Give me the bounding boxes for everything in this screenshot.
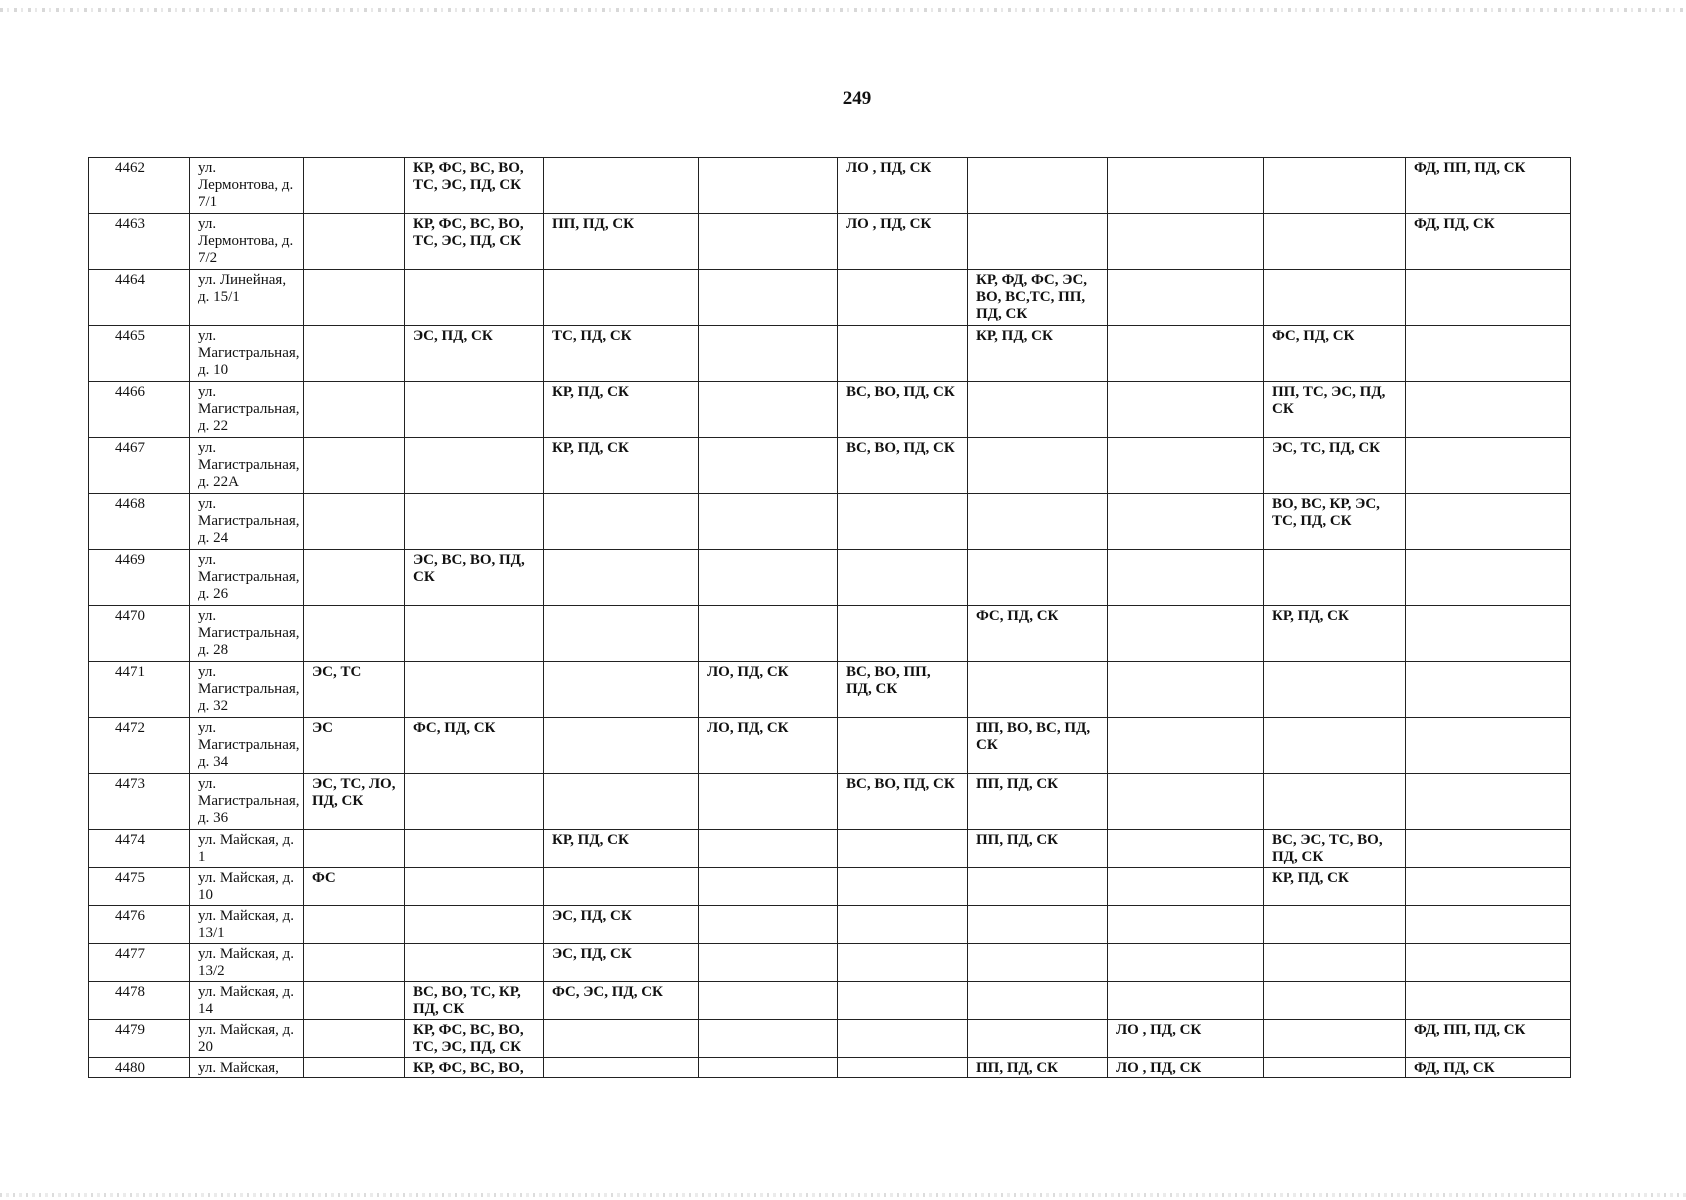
address-cell: ул. Магистральная, д. 28 xyxy=(190,606,304,662)
work-codes-cell xyxy=(304,494,405,550)
work-codes-cell: ЭС, ПД, СК xyxy=(544,906,699,944)
table-row xyxy=(89,494,1571,550)
row-number: 4471 xyxy=(89,662,190,718)
work-codes-cell xyxy=(968,662,1108,718)
work-codes-cell: КР, ФС, ВС, ВО, xyxy=(405,1058,544,1078)
work-codes-cell xyxy=(304,382,405,438)
work-codes-cell: ВС, ВО, ПП, ПД, СК xyxy=(838,662,968,718)
work-codes-cell xyxy=(1406,982,1571,1020)
register-table xyxy=(88,157,1571,1078)
work-codes-cell xyxy=(838,1020,968,1058)
work-codes-cell xyxy=(699,868,838,906)
page-number: 249 xyxy=(842,88,872,109)
work-codes-cell xyxy=(838,982,968,1020)
work-codes-cell: КР, ФС, ВС, ВО, ТС, ЭС, ПД, СК xyxy=(405,1020,544,1058)
work-codes-cell: ВС, ВО, ПД, СК xyxy=(838,774,968,830)
work-codes-cell: КР, ФС, ВС, ВО, ТС, ЭС, ПД, СК xyxy=(405,214,544,270)
work-codes-cell xyxy=(544,662,699,718)
work-codes-cell xyxy=(1264,944,1406,982)
work-codes-cell xyxy=(699,774,838,830)
table-row xyxy=(89,326,1571,382)
row-number: 4469 xyxy=(89,550,190,606)
work-codes-cell: ФС, ПД, СК xyxy=(405,718,544,774)
work-codes-cell xyxy=(699,326,838,382)
work-codes-cell: ЭС, ВС, ВО, ПД, СК xyxy=(405,550,544,606)
table-row xyxy=(89,1058,1571,1078)
work-codes-cell xyxy=(699,830,838,868)
row-number: 4462 xyxy=(89,158,190,214)
work-codes-cell xyxy=(405,382,544,438)
work-codes-cell xyxy=(405,830,544,868)
work-codes-cell: ЭС, ПД, СК xyxy=(405,326,544,382)
work-codes-cell xyxy=(1108,830,1264,868)
address-cell: ул. Майская, д. 20 xyxy=(190,1020,304,1058)
table-row xyxy=(89,830,1571,868)
work-codes-cell xyxy=(405,868,544,906)
work-codes-cell xyxy=(1264,550,1406,606)
work-codes-cell: ПП, ПД, СК xyxy=(968,1058,1108,1078)
address-cell: ул. Магистральная, д. 22А xyxy=(190,438,304,494)
address-cell: ул. Магистральная, д. 22 xyxy=(190,382,304,438)
table-row xyxy=(89,438,1571,494)
address-cell: ул. Линейная, д. 15/1 xyxy=(190,270,304,326)
work-codes-cell xyxy=(699,270,838,326)
work-codes-cell: КР, ПД, СК xyxy=(544,830,699,868)
table-row xyxy=(89,774,1571,830)
work-codes-cell xyxy=(699,438,838,494)
work-codes-cell xyxy=(838,944,968,982)
work-codes-cell: ЛО, ПД, СК xyxy=(699,662,838,718)
work-codes-cell: ЭС, ТС xyxy=(304,662,405,718)
work-codes-cell: ВС, ВО, ПД, СК xyxy=(838,382,968,438)
work-codes-cell xyxy=(699,1058,838,1078)
work-codes-cell xyxy=(1108,270,1264,326)
work-codes-cell xyxy=(838,906,968,944)
work-codes-cell xyxy=(699,494,838,550)
work-codes-cell: ФС, ПД, СК xyxy=(968,606,1108,662)
work-codes-cell xyxy=(304,326,405,382)
row-number: 4465 xyxy=(89,326,190,382)
work-codes-cell: ФД, ПП, ПД, СК xyxy=(1406,1020,1571,1058)
row-number: 4480 xyxy=(89,1058,190,1078)
table-row xyxy=(89,906,1571,944)
work-codes-cell xyxy=(405,944,544,982)
work-codes-cell: КР, ПД, СК xyxy=(968,326,1108,382)
work-codes-cell: ЭС xyxy=(304,718,405,774)
work-codes-cell: ВС, ВО, ПД, СК xyxy=(838,438,968,494)
address-cell: ул. Майская, д. 14 xyxy=(190,982,304,1020)
work-codes-cell: ПП, ПД, СК xyxy=(544,214,699,270)
work-codes-cell xyxy=(1406,662,1571,718)
work-codes-cell: ФД, ПД, СК xyxy=(1406,214,1571,270)
table-row xyxy=(89,214,1571,270)
work-codes-cell: ЛО , ПД, СК xyxy=(838,158,968,214)
row-number: 4467 xyxy=(89,438,190,494)
work-codes-cell xyxy=(1406,774,1571,830)
work-codes-cell xyxy=(1108,326,1264,382)
work-codes-cell xyxy=(1108,382,1264,438)
work-codes-cell xyxy=(405,662,544,718)
work-codes-cell xyxy=(304,606,405,662)
row-number: 4478 xyxy=(89,982,190,1020)
work-codes-cell xyxy=(1406,550,1571,606)
row-number: 4463 xyxy=(89,214,190,270)
work-codes-cell xyxy=(968,214,1108,270)
work-codes-cell xyxy=(304,158,405,214)
work-codes-cell xyxy=(1264,270,1406,326)
row-number: 4479 xyxy=(89,1020,190,1058)
address-cell: ул. Магистральная, д. 24 xyxy=(190,494,304,550)
work-codes-cell xyxy=(544,550,699,606)
work-codes-cell xyxy=(1406,438,1571,494)
work-codes-cell xyxy=(838,550,968,606)
work-codes-cell xyxy=(1406,830,1571,868)
row-number: 4470 xyxy=(89,606,190,662)
work-codes-cell: ПП, ПД, СК xyxy=(968,774,1108,830)
work-codes-cell xyxy=(544,1058,699,1078)
table-row xyxy=(89,662,1571,718)
work-codes-cell xyxy=(304,830,405,868)
work-codes-cell xyxy=(838,718,968,774)
work-codes-cell: ЛО , ПД, СК xyxy=(1108,1058,1264,1078)
scan-edge-bottom xyxy=(0,1193,1686,1197)
work-codes-cell xyxy=(1264,1058,1406,1078)
work-codes-cell xyxy=(838,868,968,906)
work-codes-cell xyxy=(1108,662,1264,718)
row-number: 4475 xyxy=(89,868,190,906)
work-codes-cell xyxy=(1264,718,1406,774)
table-row xyxy=(89,868,1571,906)
work-codes-cell xyxy=(1264,158,1406,214)
work-codes-cell: ВС, ЭС, ТС, ВО, ПД, СК xyxy=(1264,830,1406,868)
work-codes-cell xyxy=(1108,774,1264,830)
work-codes-cell: ЛО , ПД, СК xyxy=(1108,1020,1264,1058)
address-cell: ул. Магистральная, д. 32 xyxy=(190,662,304,718)
work-codes-cell xyxy=(699,1020,838,1058)
work-codes-cell xyxy=(699,982,838,1020)
work-codes-cell xyxy=(1108,606,1264,662)
work-codes-cell xyxy=(304,550,405,606)
work-codes-cell xyxy=(405,270,544,326)
row-number: 4468 xyxy=(89,494,190,550)
work-codes-cell: ВС, ВО, ТС, КР, ПД, СК xyxy=(405,982,544,1020)
work-codes-cell xyxy=(1264,1020,1406,1058)
work-codes-cell xyxy=(544,494,699,550)
table-row xyxy=(89,718,1571,774)
work-codes-cell xyxy=(699,382,838,438)
table-row xyxy=(89,382,1571,438)
address-cell: ул. Лермонтова, д. 7/1 xyxy=(190,158,304,214)
work-codes-cell xyxy=(1406,494,1571,550)
work-codes-cell xyxy=(544,868,699,906)
row-number: 4472 xyxy=(89,718,190,774)
work-codes-cell xyxy=(699,944,838,982)
work-codes-cell: ЭС, ПД, СК xyxy=(544,944,699,982)
address-cell: ул. Майская, д. 13/1 xyxy=(190,906,304,944)
work-codes-cell xyxy=(304,1058,405,1078)
table-row xyxy=(89,158,1571,214)
scan-edge-top xyxy=(0,8,1686,12)
work-codes-cell: ВО, ВС, КР, ЭС, ТС, ПД, СК xyxy=(1264,494,1406,550)
work-codes-cell: ФД, ПП, ПД, СК xyxy=(1406,158,1571,214)
work-codes-cell xyxy=(968,868,1108,906)
row-number: 4476 xyxy=(89,906,190,944)
work-codes-cell xyxy=(1108,438,1264,494)
address-cell: ул. Магистральная, д. 34 xyxy=(190,718,304,774)
work-codes-cell xyxy=(838,270,968,326)
address-cell: ул. Майская, д. 13/2 xyxy=(190,944,304,982)
work-codes-cell xyxy=(699,606,838,662)
address-cell: ул. Магистральная, д. 26 xyxy=(190,550,304,606)
work-codes-cell xyxy=(1108,868,1264,906)
row-number: 4464 xyxy=(89,270,190,326)
work-codes-cell xyxy=(838,606,968,662)
work-codes-cell xyxy=(405,606,544,662)
work-codes-cell xyxy=(968,944,1108,982)
work-codes-cell xyxy=(1108,906,1264,944)
work-codes-cell xyxy=(544,718,699,774)
work-codes-cell: КР, ПД, СК xyxy=(1264,868,1406,906)
work-codes-cell xyxy=(304,270,405,326)
address-cell: ул. Магистральная, д. 10 xyxy=(190,326,304,382)
work-codes-cell xyxy=(1264,982,1406,1020)
address-cell: ул. Майская, xyxy=(190,1058,304,1078)
work-codes-cell xyxy=(838,1058,968,1078)
row-number: 4474 xyxy=(89,830,190,868)
work-codes-cell: ЭС, ТС, ЛО, ПД, СК xyxy=(304,774,405,830)
table-row xyxy=(89,550,1571,606)
work-codes-cell xyxy=(699,906,838,944)
work-codes-cell xyxy=(838,326,968,382)
work-codes-cell xyxy=(1406,606,1571,662)
work-codes-cell xyxy=(1264,214,1406,270)
work-codes-cell xyxy=(304,214,405,270)
work-codes-cell: КР, ФС, ВС, ВО, ТС, ЭС, ПД, СК xyxy=(405,158,544,214)
work-codes-cell: КР, ПД, СК xyxy=(544,382,699,438)
work-codes-cell: ФС xyxy=(304,868,405,906)
work-codes-cell xyxy=(968,982,1108,1020)
work-codes-cell: ЛО , ПД, СК xyxy=(838,214,968,270)
work-codes-cell xyxy=(1406,906,1571,944)
table-row xyxy=(89,606,1571,662)
work-codes-cell xyxy=(838,494,968,550)
work-codes-cell: ПП, ТС, ЭС, ПД, СК xyxy=(1264,382,1406,438)
work-codes-cell xyxy=(1264,774,1406,830)
work-codes-cell xyxy=(1108,494,1264,550)
work-codes-cell: ФС, ЭС, ПД, СК xyxy=(544,982,699,1020)
table-row xyxy=(89,1020,1571,1058)
work-codes-cell xyxy=(968,382,1108,438)
work-codes-cell xyxy=(544,158,699,214)
work-codes-cell xyxy=(405,774,544,830)
work-codes-cell xyxy=(1108,158,1264,214)
work-codes-cell xyxy=(1264,906,1406,944)
work-codes-cell: КР, ФД, ФС, ЭС, ВО, ВС,ТС, ПП, ПД, СК xyxy=(968,270,1108,326)
work-codes-cell xyxy=(1108,718,1264,774)
work-codes-cell xyxy=(304,982,405,1020)
row-number: 4477 xyxy=(89,944,190,982)
work-codes-cell xyxy=(304,906,405,944)
address-cell: ул. Магистральная, д. 36 xyxy=(190,774,304,830)
work-codes-cell xyxy=(968,494,1108,550)
work-codes-cell xyxy=(1406,718,1571,774)
row-number: 4473 xyxy=(89,774,190,830)
work-codes-cell xyxy=(968,438,1108,494)
work-codes-cell: ЭС, ТС, ПД, СК xyxy=(1264,438,1406,494)
work-codes-cell xyxy=(1108,944,1264,982)
work-codes-cell xyxy=(968,906,1108,944)
work-codes-cell: ТС, ПД, СК xyxy=(544,326,699,382)
address-cell: ул. Майская, д. 10 xyxy=(190,868,304,906)
work-codes-cell xyxy=(304,438,405,494)
work-codes-cell xyxy=(304,1020,405,1058)
work-codes-cell xyxy=(1108,982,1264,1020)
work-codes-cell xyxy=(1108,214,1264,270)
work-codes-cell xyxy=(1406,270,1571,326)
work-codes-cell xyxy=(1406,382,1571,438)
work-codes-cell xyxy=(544,1020,699,1058)
work-codes-cell xyxy=(968,550,1108,606)
work-codes-cell: ПП, ПД, СК xyxy=(968,830,1108,868)
table-row xyxy=(89,944,1571,982)
work-codes-cell xyxy=(544,606,699,662)
work-codes-cell xyxy=(699,214,838,270)
address-cell: ул. Лермонтова, д. 7/2 xyxy=(190,214,304,270)
work-codes-cell xyxy=(405,438,544,494)
table-row xyxy=(89,982,1571,1020)
work-codes-cell xyxy=(304,944,405,982)
work-codes-cell xyxy=(1406,326,1571,382)
work-codes-cell: ФД, ПД, СК xyxy=(1406,1058,1571,1078)
row-number: 4466 xyxy=(89,382,190,438)
work-codes-cell xyxy=(405,494,544,550)
work-codes-cell: ФС, ПД, СК xyxy=(1264,326,1406,382)
work-codes-cell xyxy=(699,550,838,606)
work-codes-cell: КР, ПД, СК xyxy=(544,438,699,494)
work-codes-cell: КР, ПД, СК xyxy=(1264,606,1406,662)
work-codes-cell xyxy=(544,270,699,326)
work-codes-cell xyxy=(968,158,1108,214)
table-row xyxy=(89,270,1571,326)
work-codes-cell xyxy=(1406,868,1571,906)
work-codes-cell xyxy=(838,830,968,868)
register-body xyxy=(89,158,1571,1078)
work-codes-cell xyxy=(699,158,838,214)
address-cell: ул. Майская, д. 1 xyxy=(190,830,304,868)
work-codes-cell xyxy=(544,774,699,830)
work-codes-cell xyxy=(1264,662,1406,718)
work-codes-cell xyxy=(968,1020,1108,1058)
work-codes-cell xyxy=(1108,550,1264,606)
work-codes-cell xyxy=(405,906,544,944)
work-codes-cell: ПП, ВО, ВС, ПД, СК xyxy=(968,718,1108,774)
work-codes-cell: ЛО, ПД, СК xyxy=(699,718,838,774)
work-codes-cell xyxy=(1406,944,1571,982)
